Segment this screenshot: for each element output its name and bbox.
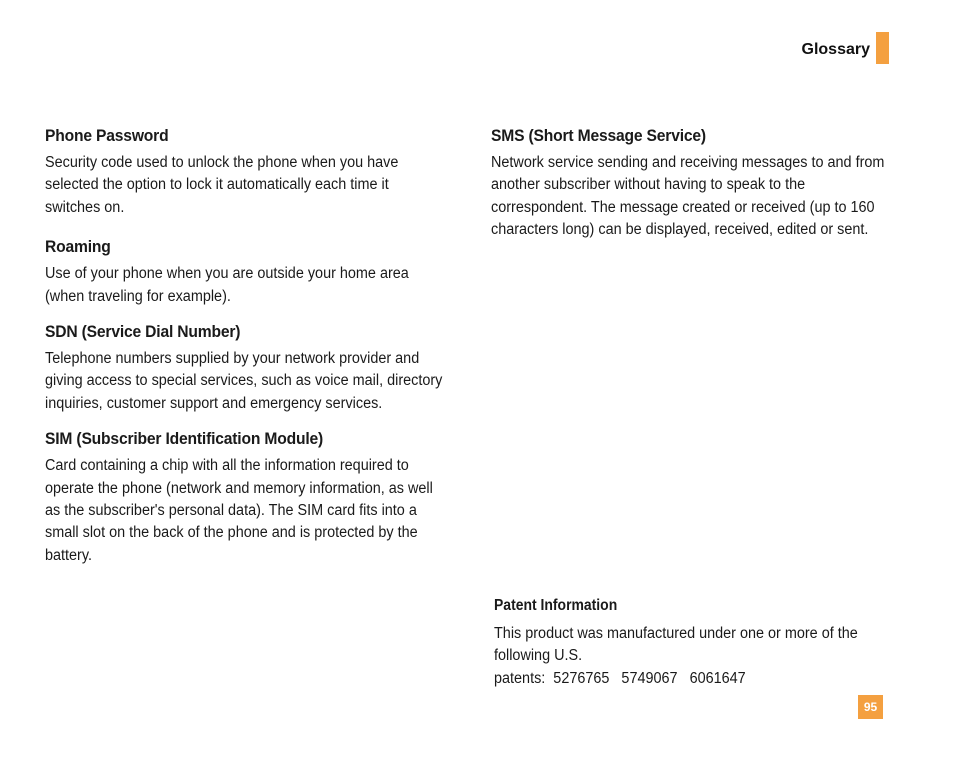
term-title: Phone Password — [45, 126, 169, 145]
page-number: 95 — [858, 695, 883, 719]
term-description: Telephone numbers supplied by your network provider and giving access to special services, such as voice mail, directory inquiries, customer support and emergency services. — [45, 350, 443, 412]
left-column — [45, 126, 445, 595]
term-title: SDN (Service Dial Number) — [45, 322, 241, 342]
header-accent-bar — [876, 32, 889, 64]
patent-title: Patent Information — [494, 597, 618, 614]
patent-numbers: patents: 5276765 5749067 6061647 — [494, 669, 746, 687]
glossary-term — [45, 429, 445, 567]
glossary-term — [45, 322, 445, 415]
patent-text: This product was manufactured under one or more of the following U.S. — [494, 625, 858, 665]
term-title: SMS (Short Message Service) — [491, 126, 706, 145]
glossary-term — [491, 126, 886, 242]
term-description: Use of your phone when you are outside your home area (when traveling for example). — [45, 265, 409, 305]
term-description: Card containing a chip with all the information required to operate the phone (network and memory information, as well as the subscriber's personal data). The SIM card fits into a small slot on the back of the phone and is protected by the battery. — [45, 457, 433, 564]
glossary-term — [45, 126, 445, 219]
patent-information — [494, 597, 914, 690]
term-title: SIM (Subscriber Identification Module) — [45, 429, 324, 449]
term-description: Network service sending and receiving messages to and from another subscriber without having to speak to the correspondent. The message created or received (up to 160 characters long) can be displayed, received, edited or sent. — [491, 154, 885, 239]
section-header: Glossary — [801, 41, 870, 58]
glossary-term — [45, 237, 445, 308]
right-column — [491, 126, 886, 270]
term-title: Roaming — [45, 237, 111, 257]
term-description: Security code used to unlock the phone when you have selected the option to lock it automatically each time it switches on. — [45, 154, 399, 216]
